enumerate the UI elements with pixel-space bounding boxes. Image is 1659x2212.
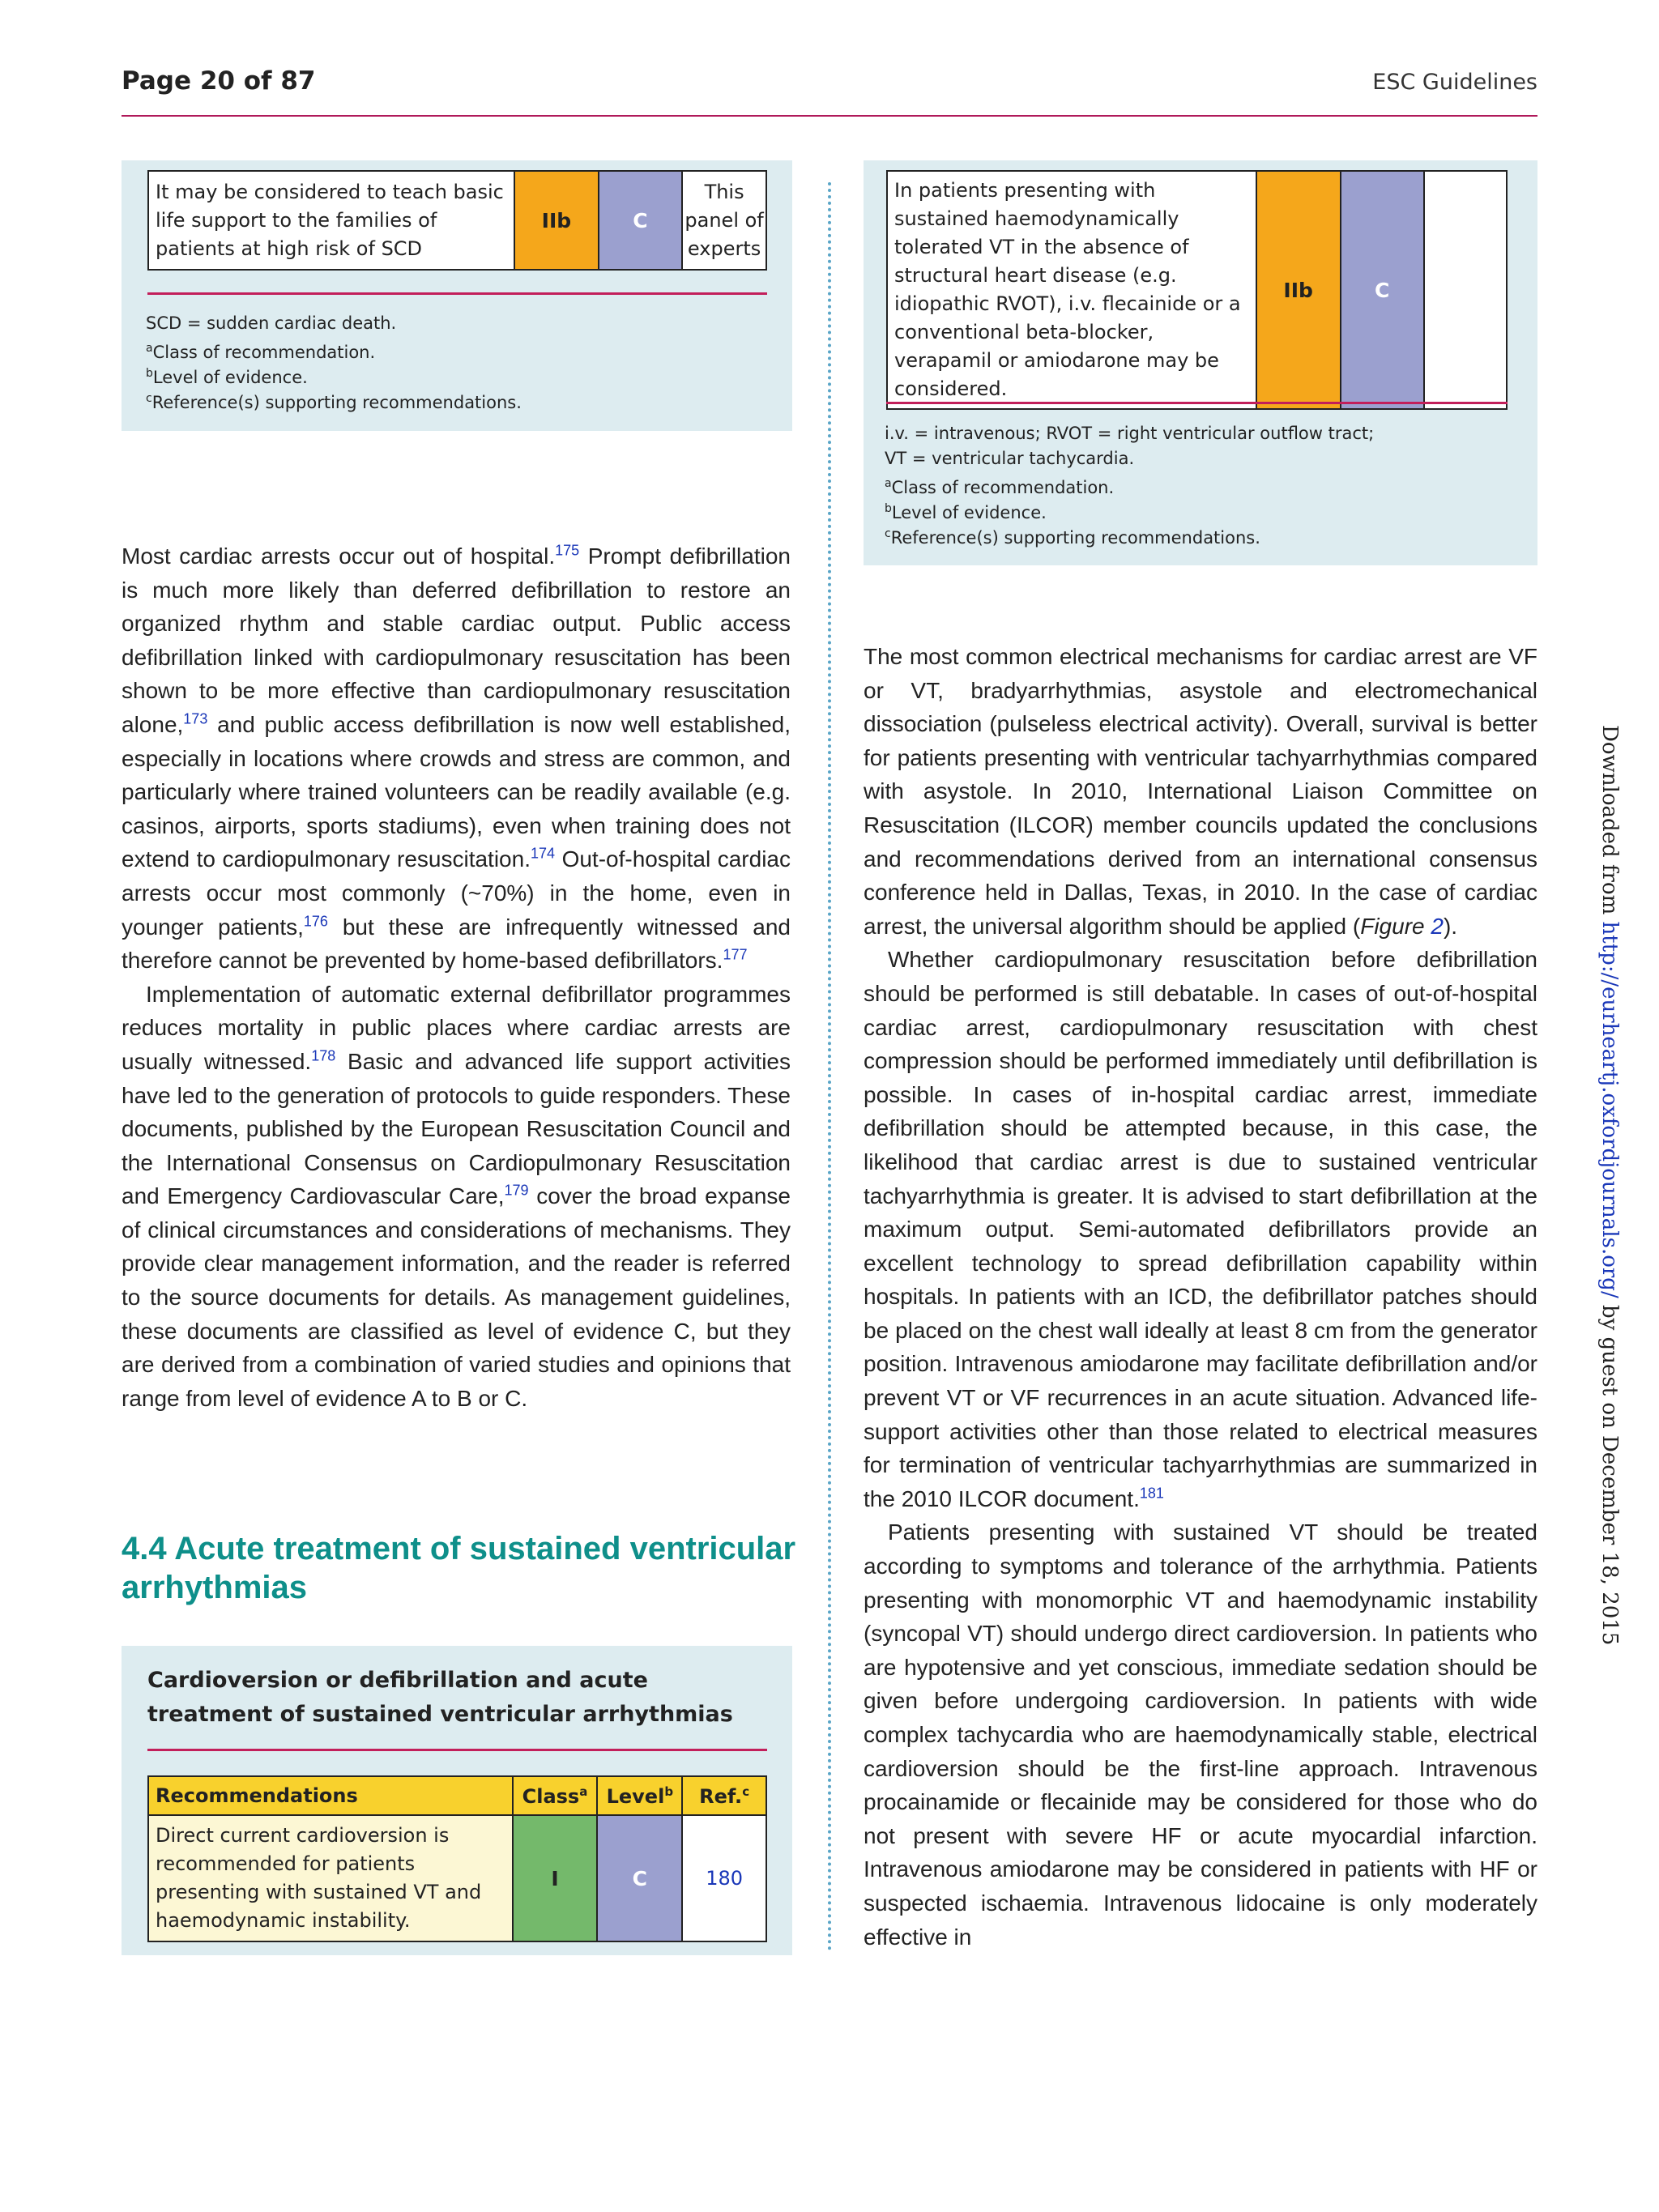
paragraph: Implementation of automatic external defibrillator programmes reduces mortality in public places where cardiac arrests are usually witnessed.$^{178}$ Basic and advanced life support activities have led to the generation of protocols to guide responders. These documents, published by the European Resuscitation Council and the International Consensus on Cardiopulmonary Resuscitation and Emergency Cardiovascular Care,$^{179}$ cover the broad expanse of clinical circumstances and considerations of mechanisms. They provide clear management information, and the reader is referred to the source documents for details. As management guidelines, these documents are classified as level of evidence C, but they are derived from a combination of varied studies and opinions that range from level of evidence A to B or C. <box>122 981 791 1411</box>
header-rule <box>122 115 1537 117</box>
table-header-row <box>148 1776 766 1815</box>
paragraph: Patients presenting with sustained VT should be treated according to symptoms and tolerance of the arrhythmia. Patients presenting with monomorphic VT and haemodynamic instability (syncopal VT) should undergo direct cardioversion. In patients who are hypotensive and yet conscious, immediate sedation should be given before undergoing cardioversion. In patients with wide complex tachycardia who are haemodynamically stable, electrical cardioversion should be the first-line approach. Intravenous procainamide or flecainide may be considered for those who do not present with severe HF or acute myocardial infarction. Intravenous amiodarone may be considered in patients with HF or suspected ischaemia. Intravenous lidocaine is only moderately effective in <box>864 1519 1537 1950</box>
recommendation-text: In patients presenting with sustained haemodynamically tolerated VT in the absence of structural heart disease (e.g. idiopathic RVOT), i.v. flecainide or a conventional beta-blocker, verapamil or amiodarone may be considered. <box>887 171 1256 409</box>
footnote: $^a$Class of recommendation. <box>146 342 376 362</box>
citation-link[interactable]: 174 <box>530 846 556 863</box>
panel-rule <box>147 1749 767 1751</box>
recommendation-panel-top-right <box>864 160 1537 565</box>
recommendation-text: Direct current cardioversion is recommended for patients presenting with sustained VT and haemodynamic instability. <box>148 1815 513 1941</box>
level-of-evidence: C <box>597 1815 682 1941</box>
reference-link[interactable]: 180 <box>682 1815 766 1941</box>
recommendation-panel-top-left <box>122 160 792 431</box>
reference <box>1424 171 1507 409</box>
recommendation-table <box>147 1775 767 1942</box>
column-divider <box>828 182 831 1952</box>
panel-rule <box>147 292 767 295</box>
download-note-prefix: Downloaded from <box>1597 725 1622 922</box>
download-note <box>1597 725 1622 1645</box>
citation-link[interactable]: 177 <box>723 946 748 963</box>
column-header-ref: Ref.$^c$ <box>682 1776 766 1815</box>
table-row <box>887 171 1507 409</box>
column-header-class: Class$^a$ <box>513 1776 598 1815</box>
paragraph: Most cardiac arrests occur out of hospital.$^{175}$ Prompt defibrillation is much more likely than deferred defibrillation to restore an organized rhythm and stable cardiac output. Public access defibrillation linked with cardiopulmonary resuscitation has been shown to be more effective than cardiopulmonary resuscitation alone,$^{173}$ and public access defibrillation is now well established, especially in locations where crowds and stress are common, and particularly where trained volunteers can be readily available (e.g. casinos, airports, sports stadiums), even when training does not extend to cardiopulmonary resuscitation.$^{174}$ Out-of-hospital cardiac arrests occur most commonly (~70%) in the home, even in younger patients,$^{176}$ but these are infrequently witnessed and therefore cannot be prevented by home-based defibrillators.$^{177}$ <box>122 542 791 974</box>
paragraph: Whether cardiopulmonary resuscitation before defibrillation should be performed is still debatable. In cases of out-of-hospital cardiac arrest, cardiopulmonary resuscitation with chest compression should be performed immediately until defibrillation is possible. In cases of in-hospital cardiac arrest, immediate defibrillation should be attempted because, in this case, the likelihood that cardiac arrest is due to sustained ventricular tachyarrhythmia is greater. It is advised to start defibrillation at the maximum output. Semi-automated defibrillators provide an excellent technology to spread defibrillation capability within hospitals. In patients with an ICD, the defibrillator patches should be placed on the chest wall ideally at least 8 cm from the generator position. Intravenous amiodarone may facilitate defibrillation and/or prevent VT or VF recurrences in an acute situation. Advanced life-support activities other than those related to electrical measures for termination of ventricular tachyarrhythmias are summarized in the 2010 ILCOR document.$^{181}$ <box>864 947 1537 1511</box>
download-link[interactable]: http://eurheartj.oxfordjournals.org/ <box>1597 921 1622 1298</box>
section-number: 4.4 <box>122 1531 167 1566</box>
paragraph: The most common electrical mechanisms for cardiac arrest are VF or VT, bradyarrhythmias, asystole and electromechanical dissociation (pulseless electrical activity). Overall, survival is better for patients presenting with ventricular tachyarrhythmias compared with asystole. In 2010, International Liaison Committee on Resuscitation (ILCOR) member councils updated the conclusions and recommendations derived from an international consensus conference held in Dallas, Texas, in 2010. In the case of cardiac arrest, the universal algorithm should be applied (Figure 2). <box>864 644 1537 939</box>
footnote: $^b$Level of evidence. <box>146 367 308 387</box>
class-of-recommendation: IIb <box>1256 171 1341 409</box>
table-row <box>148 1815 766 1941</box>
running-header: ESC Guidelines <box>1372 70 1537 95</box>
right-column-text <box>864 640 1537 1954</box>
footnote: $^c$Reference(s) supporting recommendations. <box>885 527 1260 548</box>
recommendation-table <box>147 170 767 271</box>
column-header-level: Level$^b$ <box>597 1776 682 1815</box>
class-of-recommendation: IIb <box>514 171 599 270</box>
level-of-evidence: C <box>599 171 682 270</box>
recommendation-text: It may be considered to teach basic life support to the families of patients at high risk of SCD <box>148 171 514 270</box>
reference: This panel of experts <box>682 171 766 270</box>
citation-link[interactable]: 173 <box>183 710 208 727</box>
download-note-suffix: by guest on December 18, 2015 <box>1597 1298 1622 1646</box>
footnote: SCD = sudden cardiac death. <box>146 313 397 333</box>
recommendation-table <box>886 170 1508 410</box>
citation-link[interactable]: 179 <box>504 1182 529 1199</box>
table-row <box>148 171 766 270</box>
section-heading <box>122 1529 802 1607</box>
panel-title: Cardioversion or defibrillation and acute treatment of sustained ventricular arrhythmias <box>147 1668 733 1727</box>
footnote: $^b$Level of evidence. <box>885 502 1047 522</box>
left-column-text <box>122 539 791 1415</box>
footnote: VT = ventricular tachycardia. <box>885 449 1135 468</box>
footnote: $^a$Class of recommendation. <box>885 477 1115 497</box>
panel-rule <box>886 402 1508 404</box>
page-number: Page 20 of 87 <box>122 66 316 96</box>
figure-link[interactable]: Figure 2 <box>1360 913 1444 939</box>
citation-link[interactable]: 175 <box>555 542 580 559</box>
citation-link[interactable]: 176 <box>303 913 328 930</box>
citation-link[interactable]: 178 <box>311 1047 336 1064</box>
footnote: $^c$Reference(s) supporting recommendations. <box>146 392 522 412</box>
recommendation-panel-bottom-left <box>122 1646 792 1955</box>
level-of-evidence: C <box>1341 171 1424 409</box>
column-header-recommendations: Recommendations <box>148 1776 513 1815</box>
section-title: Acute treatment of sustained ventricular arrhythmias <box>122 1531 796 1605</box>
class-of-recommendation: I <box>513 1815 598 1941</box>
citation-link[interactable]: 181 <box>1139 1485 1164 1502</box>
footnote: i.v. = intravenous; RVOT = right ventricular outflow tract; <box>885 424 1375 443</box>
